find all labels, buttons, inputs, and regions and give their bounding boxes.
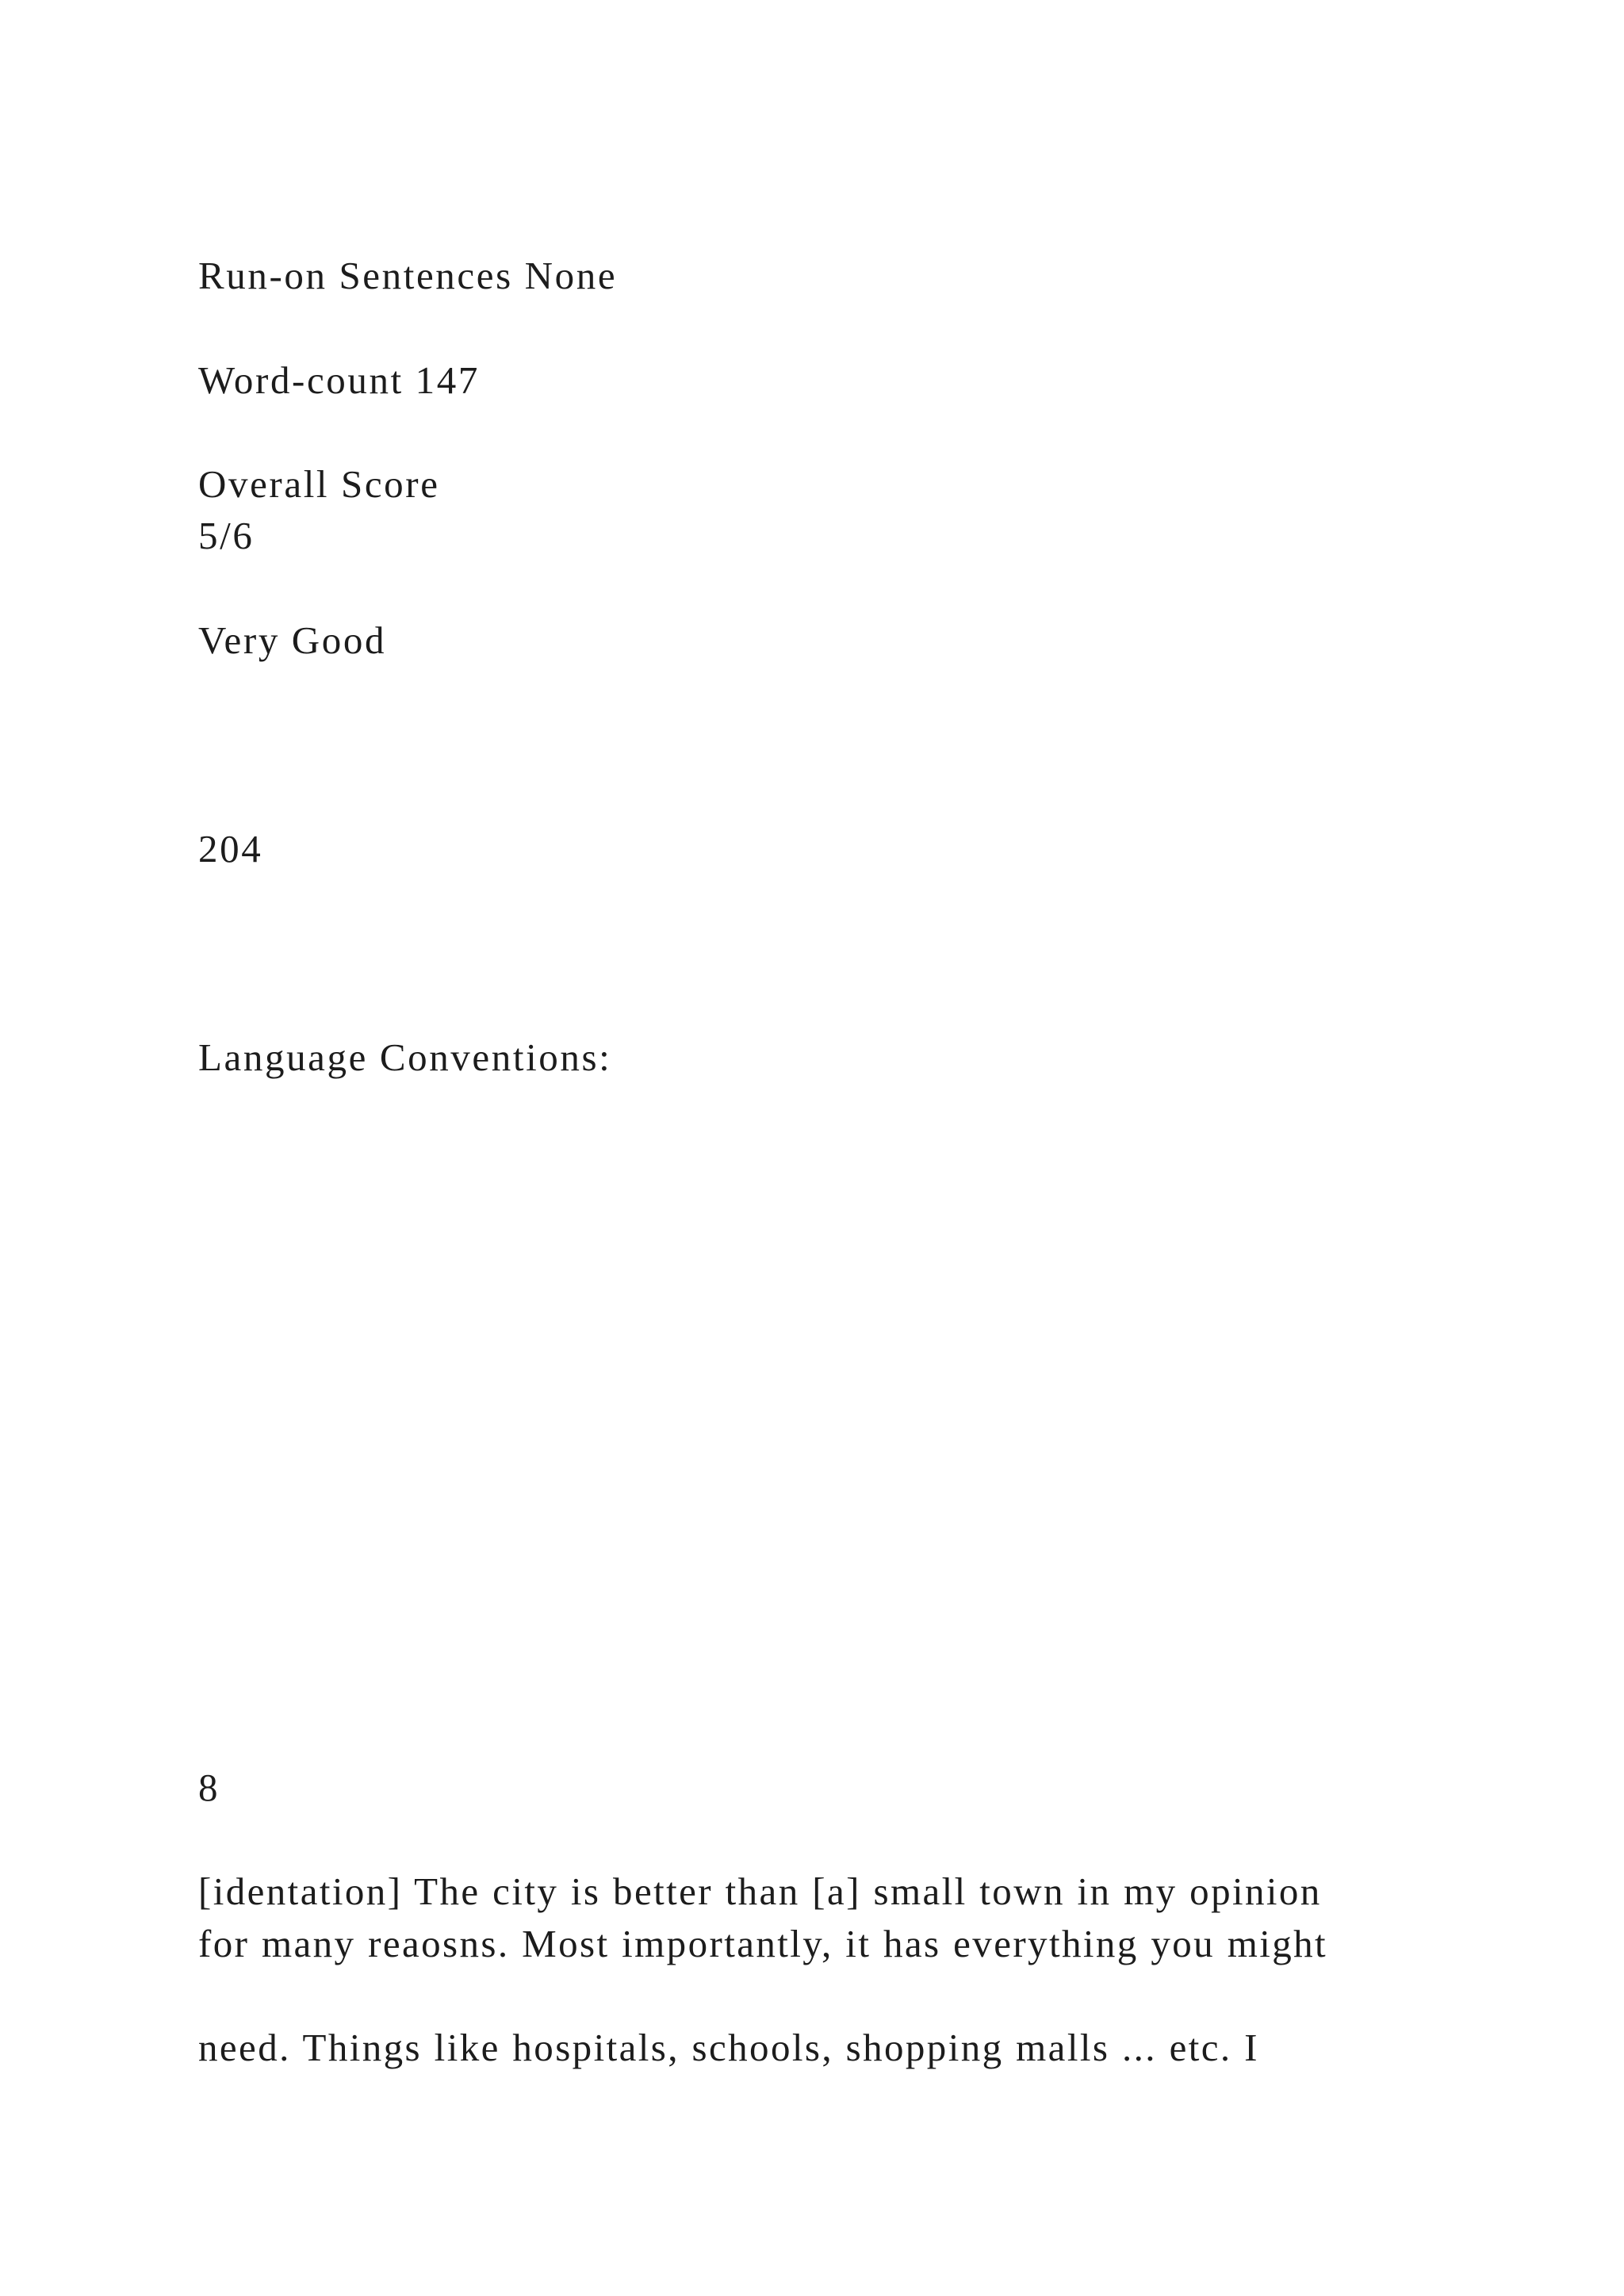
page-number-top: 204 [198, 827, 263, 871]
run-on-sentences-line: Run-on Sentences None [198, 254, 618, 297]
section-heading: Language Conventions: [198, 1035, 612, 1079]
rating-text: Very Good [198, 618, 387, 662]
overall-score-label: Overall Score [198, 462, 440, 506]
essay-line: need. Things like hospitals, schools, shopping malls ... etc. I [198, 2026, 1259, 2069]
page-number-bottom: 8 [198, 1766, 220, 1809]
essay-line: for many reaosns. Most importantly, it has everything you might [198, 1922, 1328, 1965]
overall-score-value: 5/6 [198, 514, 255, 557]
word-count-line: Word-count 147 [198, 358, 480, 402]
essay-line: [identation] The city is better than [a] small town in my opinion [198, 1869, 1322, 1913]
